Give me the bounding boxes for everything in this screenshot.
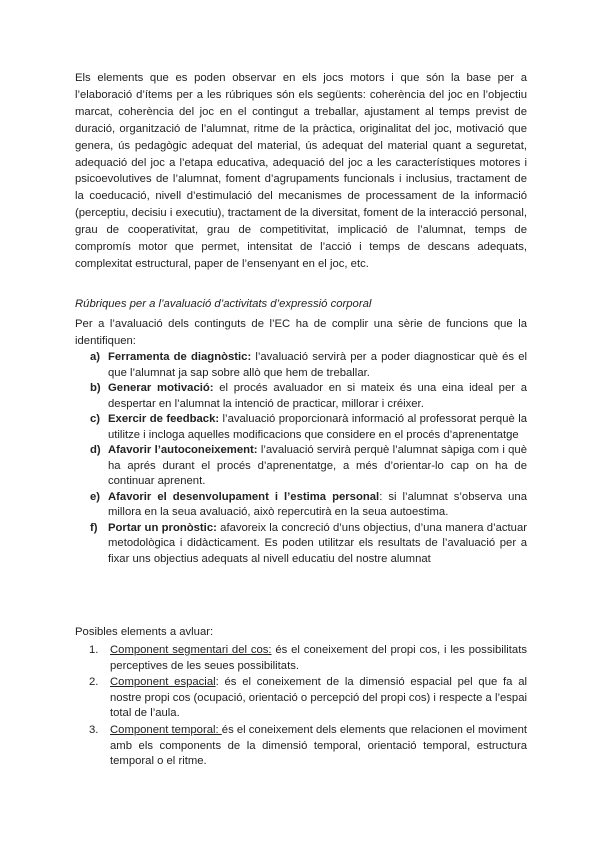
section-heading: Rúbriques per a l’avaluació d’activitats d’expressió corporal xyxy=(75,298,372,310)
list-marker: 1. xyxy=(89,644,99,656)
list-marker: 3. xyxy=(89,723,99,736)
list-item xyxy=(75,643,527,674)
functions-list xyxy=(75,350,527,567)
list-item-term: Component temporal: xyxy=(110,723,222,736)
list-marker: f) xyxy=(90,521,98,534)
list-item-text: l’avaluació servirà perquè l’alumnat sàpiga com i què ha aprés durant el procés d’aprenentatge, a més d’orientar-lo cap on ha de continuar aprenent. xyxy=(108,444,527,487)
list-item-text: és el coneixement del propi cos, i les possibilitats perceptives de les seues possibilitats. xyxy=(110,644,527,672)
list-item xyxy=(75,443,527,490)
list-item xyxy=(75,350,527,381)
lead-paragraph: Per a l’avaluació dels continguts de l’EC ha de complir una sèrie de funcions que la identifiquen: xyxy=(75,318,527,347)
list-item-term: Component segmentari del cos: xyxy=(110,644,272,656)
list-item xyxy=(75,490,527,521)
list-item-term: Portar un pronòstic: xyxy=(108,521,217,534)
list-marker: b) xyxy=(90,382,101,394)
elements-list xyxy=(75,643,527,770)
list-item xyxy=(75,412,527,443)
list-marker: e) xyxy=(90,490,101,503)
list-item-text: : és el coneixement de la dimensió espacial pel que fa al nostre propi cos (ocupació, orientació o percepció del propi cos) i respecte a l’espai total de l’aula. xyxy=(110,676,527,720)
list-item-text: afavoreix la concreció d’uns objectius, d’una manera d’actuar metodològica i didàcticament. Es poden utilitzar els resultats de l’avaluació per a fixar uns objectius adequats al nivell educatiu del nostre alumnat xyxy=(108,521,527,565)
list-item-text: l’avaluació proporcionarà informació al professorat perquè la utilitze i incloga aquelles modificacions que considere en el procés d’aprenentatge xyxy=(108,413,527,441)
list-item-term: Exercir de feedback: xyxy=(108,413,220,425)
list-item-term: Afavorir l’autoconeixement: xyxy=(108,444,258,456)
list-marker: d) xyxy=(90,444,101,456)
elements-heading: Posibles elements a avluar: xyxy=(75,626,214,638)
list-item-term: Ferramenta de diagnòstic: xyxy=(108,351,252,363)
list-item xyxy=(75,675,527,722)
list-item-text: el procés avaluador en si mateix és una eina ideal per a despertar en l’alumnat la intenció de practicar, millorar i créixer. xyxy=(108,382,528,410)
list-item-text: l’avaluació servirà per a poder diagnosticar què és el que l’alumnat ja sap sobre allò que hem de treballar. xyxy=(108,351,527,379)
list-item-term: Afavorir el desenvolupament i l’estima personal xyxy=(108,490,380,503)
list-marker: a) xyxy=(90,351,101,363)
intro-paragraph: Els elements que es poden observar en els jocs motors i que són la base per a l’elaboració d’ítems per a les rúbriques són els següents: coherència del joc en l’objectiu marcat, coherència del joc en el contingut a treballar, ajustament al temps previst de duració, organització de l’alumnat, ritme de la pràctica, originalitat del joc, motivació que genera, ús pedagògic adequat del material, ús adequat del material quant a seguretat, adequació del joc a l’etapa educativa, adequació del joc a les característiques motores i psicoevolutives de l’alumnat, foment d’agrupaments funcionals i inclusius, tractament de la coeducació, nivell d’estimulació del mecanismes de processament de la informació (perceptiu, decisiu i executiu), tractament de la diversitat, foment de la interacció personal, grau de cooperativitat, grau de competitivitat, implicació de l’alumnat, temps de compromís motor que permet, intensitat de l’acció i temps de descans adequats, complexitat estructural, paper de l’ensenyant en el joc, etc. xyxy=(75,72,527,270)
list-marker: c) xyxy=(90,413,101,425)
list-item-term: Generar motivació: xyxy=(108,382,214,394)
list-item xyxy=(75,521,527,568)
list-item xyxy=(75,381,527,412)
list-item-term: Component espacial xyxy=(110,676,216,689)
list-item xyxy=(75,723,527,770)
list-item-text: és el coneixement dels elements que relacionen el moviment amb els components de la dimensió temporal, orientació temporal, estructura temporal o el ritme. xyxy=(110,723,527,768)
list-item-text: : si l’alumnat s’observa una millora en la seua avaluació, això repercutirà en la seua autoestima. xyxy=(108,490,527,518)
list-marker: 2. xyxy=(89,676,99,689)
